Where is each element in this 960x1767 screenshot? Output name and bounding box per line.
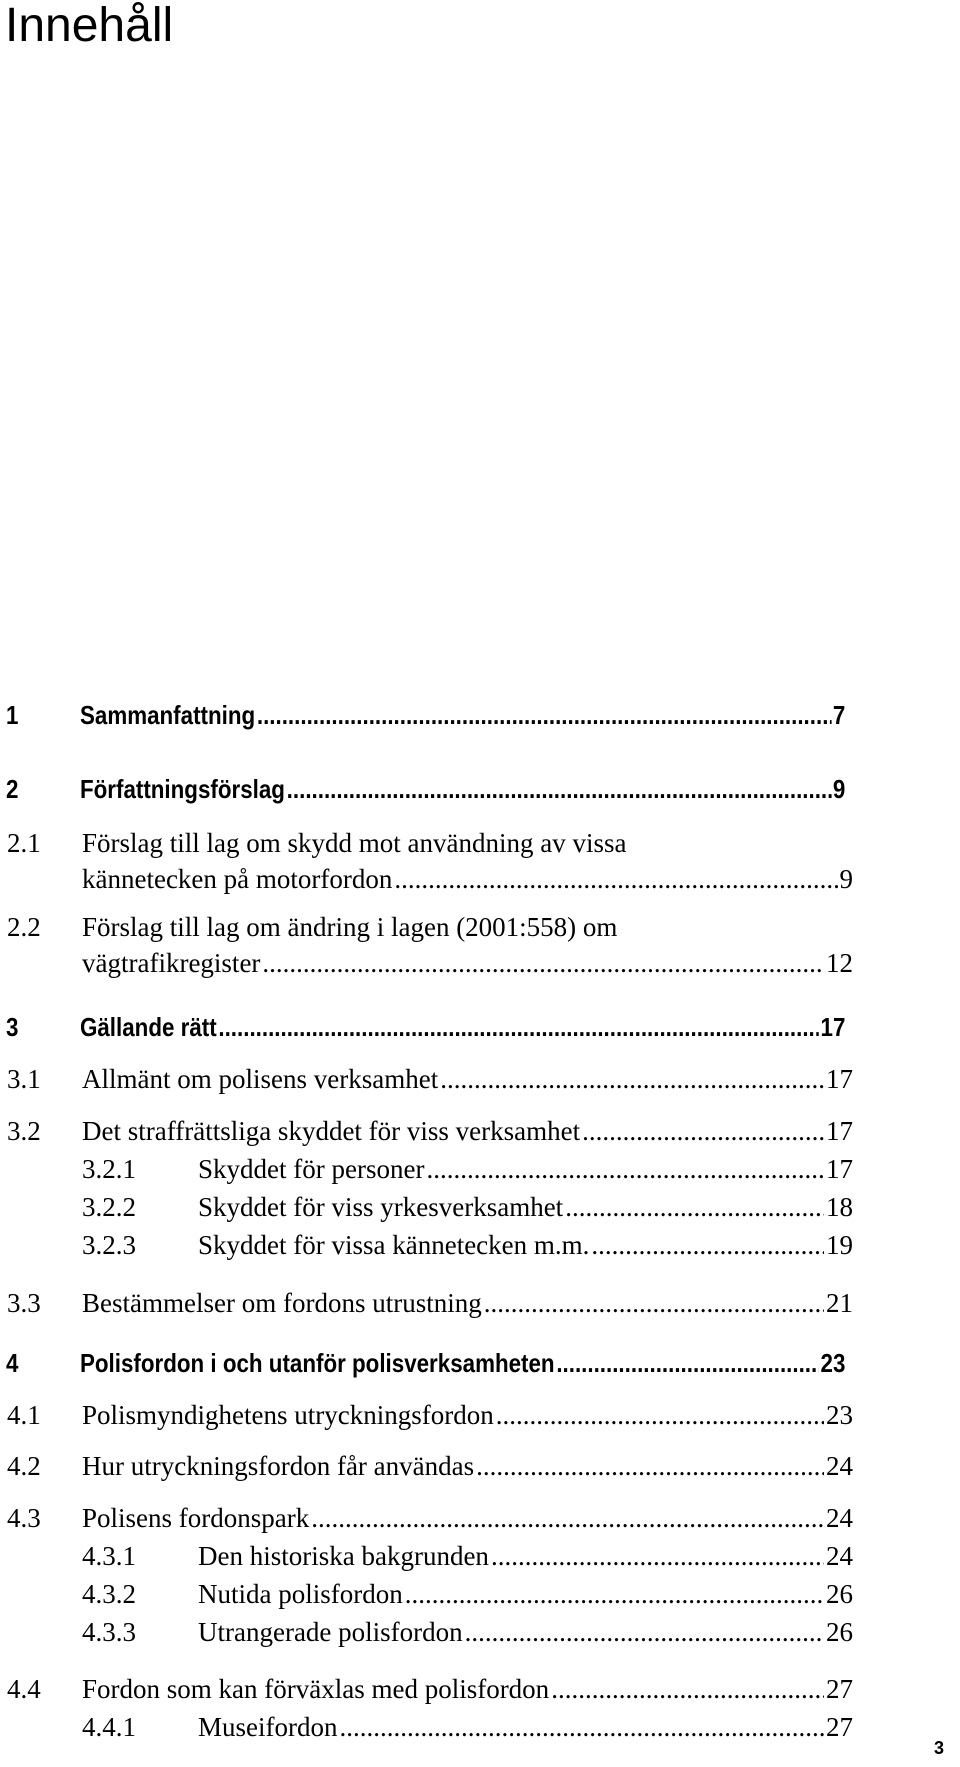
toc-title: Bestämmelser om fordons utrustning — [82, 1288, 482, 1318]
toc-title: Nutida polisfordon — [198, 1579, 403, 1609]
toc-title: Författningsförslag — [79, 774, 285, 804]
dot-leader — [551, 1674, 824, 1705]
toc-page: 24 — [826, 1451, 853, 1481]
toc-entry-2[interactable] — [0, 774, 846, 814]
dot-leader — [440, 1064, 824, 1095]
toc-title: Museifordon — [198, 1712, 338, 1742]
toc-page: 9 — [832, 774, 846, 804]
toc-entry-4-3[interactable] — [0, 1495, 960, 1535]
toc-number: 3.2 — [7, 1116, 41, 1146]
toc-page: 23 — [826, 1400, 853, 1430]
toc-title: Skyddet för vissa kännetecken m.m. — [198, 1230, 590, 1260]
toc-number: 2.1 — [7, 828, 41, 858]
toc-entry-2-1[interactable] — [0, 820, 960, 900]
toc-number: 4.2 — [7, 1451, 41, 1481]
toc-page: 9 — [839, 864, 853, 894]
toc-title: Sammanfattning — [79, 700, 256, 730]
toc-entry-3[interactable] — [0, 1012, 846, 1052]
dot-leader — [556, 1348, 818, 1379]
toc-number: 4.3.1 — [82, 1541, 136, 1571]
toc-title: Utrangerade polisfordon — [198, 1617, 463, 1647]
toc-entry-4-3-1[interactable] — [0, 1533, 960, 1571]
toc-entry-3-2-1[interactable] — [0, 1146, 960, 1184]
toc-entry-1[interactable] — [0, 700, 846, 740]
toc-page: 17 — [826, 1154, 853, 1184]
toc-number: 4.4 — [7, 1674, 41, 1704]
dot-leader — [582, 1116, 824, 1147]
dot-leader — [339, 1712, 824, 1743]
toc-title: Den historiska bakgrunden — [198, 1541, 489, 1571]
toc-number: 3.2.1 — [82, 1154, 136, 1184]
dot-leader — [311, 1503, 824, 1534]
toc-page: 12 — [826, 948, 853, 978]
toc-number: 3.2.3 — [82, 1230, 136, 1260]
toc-number: 4.1 — [7, 1400, 41, 1430]
toc-number: 1 — [6, 700, 19, 730]
toc-page: 23 — [820, 1348, 846, 1378]
toc-entry-2-2[interactable] — [0, 904, 960, 984]
toc-number: 2.2 — [7, 912, 41, 942]
toc-page: 17 — [826, 1116, 853, 1146]
toc-entry-4-3-3[interactable] — [0, 1609, 960, 1647]
toc-entry-4-1[interactable] — [0, 1392, 960, 1432]
toc-title: Det straffrättsliga skyddet för viss verksamhet — [82, 1116, 581, 1146]
toc-entry-4-4[interactable] — [0, 1666, 960, 1706]
page-number: 3 — [933, 1738, 944, 1758]
dot-leader — [591, 1230, 824, 1261]
toc-title: Fordon som kan förväxlas med polisfordon — [82, 1674, 550, 1704]
toc-entry-3-2[interactable] — [0, 1108, 960, 1148]
page-title: Innehåll — [5, 0, 174, 52]
dot-leader — [491, 1541, 824, 1572]
toc-number: 2 — [6, 774, 19, 804]
toc-title: Allmänt om polisens verksamhet — [82, 1064, 439, 1094]
dot-leader — [565, 1192, 824, 1223]
toc-entry-4-3-2[interactable] — [0, 1571, 960, 1609]
toc-number: 4.3.2 — [82, 1579, 136, 1609]
toc-title-line1: Förslag till lag om skydd mot användning av vissa — [82, 828, 627, 858]
toc-title: Gällande rätt — [79, 1012, 217, 1042]
dot-leader — [394, 864, 837, 895]
toc-page: 24 — [826, 1541, 853, 1571]
toc-page: 21 — [826, 1288, 853, 1318]
toc-entry-4-4-1[interactable] — [0, 1704, 960, 1742]
toc-title: Hur utryckningsfordon får användas — [82, 1451, 475, 1481]
toc-page: 18 — [826, 1192, 853, 1222]
toc-page: 17 — [826, 1064, 853, 1094]
toc-entry-4[interactable] — [0, 1348, 846, 1388]
toc-page: 27 — [826, 1674, 853, 1704]
dot-leader — [476, 1451, 824, 1482]
toc-entry-3-2-2[interactable] — [0, 1184, 960, 1222]
toc-number: 4.3.3 — [82, 1617, 136, 1647]
toc-number: 4 — [6, 1348, 19, 1378]
toc-entry-3-3[interactable] — [0, 1280, 960, 1320]
toc-number: 4.4.1 — [82, 1712, 136, 1742]
toc-entry-3-2-3[interactable] — [0, 1222, 960, 1260]
toc-page: 27 — [826, 1712, 853, 1742]
toc-title-line1: Förslag till lag om ändring i lagen (2001:558) om — [82, 912, 618, 942]
toc-title: Skyddet för viss yrkesverksamhet — [198, 1192, 564, 1222]
dot-leader — [465, 1617, 824, 1648]
toc-title: Polisfordon i och utanför polisverksamheten — [79, 1348, 555, 1378]
toc-number: 4.3 — [7, 1503, 41, 1533]
dot-leader — [262, 948, 824, 979]
dot-leader — [218, 1012, 818, 1043]
toc-number: 3.1 — [7, 1064, 41, 1094]
toc-title: Polismyndighetens utryckningsfordon — [82, 1400, 494, 1430]
toc-number: 3.3 — [7, 1288, 41, 1318]
toc-page: 19 — [826, 1230, 853, 1260]
toc-entry-3-1[interactable] — [0, 1056, 960, 1096]
dot-leader — [484, 1288, 824, 1319]
toc-page: 24 — [826, 1503, 853, 1533]
toc-title: vägtrafikregister — [82, 948, 261, 978]
toc-page: 26 — [826, 1617, 853, 1647]
toc-title: Polisens fordonspark — [82, 1503, 310, 1533]
toc-title: Skyddet för personer — [198, 1154, 425, 1184]
dot-leader — [496, 1400, 824, 1431]
toc-entry-4-2[interactable] — [0, 1443, 960, 1483]
dot-leader — [405, 1579, 824, 1610]
toc-page: 17 — [820, 1012, 846, 1042]
dot-leader — [426, 1154, 824, 1185]
toc-page: 7 — [832, 700, 846, 730]
toc-page: 26 — [826, 1579, 853, 1609]
dot-leader — [287, 774, 832, 805]
toc-title: kännetecken på motorfordon — [82, 864, 393, 894]
toc-number: 3 — [6, 1012, 19, 1042]
toc-number: 3.2.2 — [82, 1192, 136, 1222]
dot-leader — [257, 700, 831, 731]
